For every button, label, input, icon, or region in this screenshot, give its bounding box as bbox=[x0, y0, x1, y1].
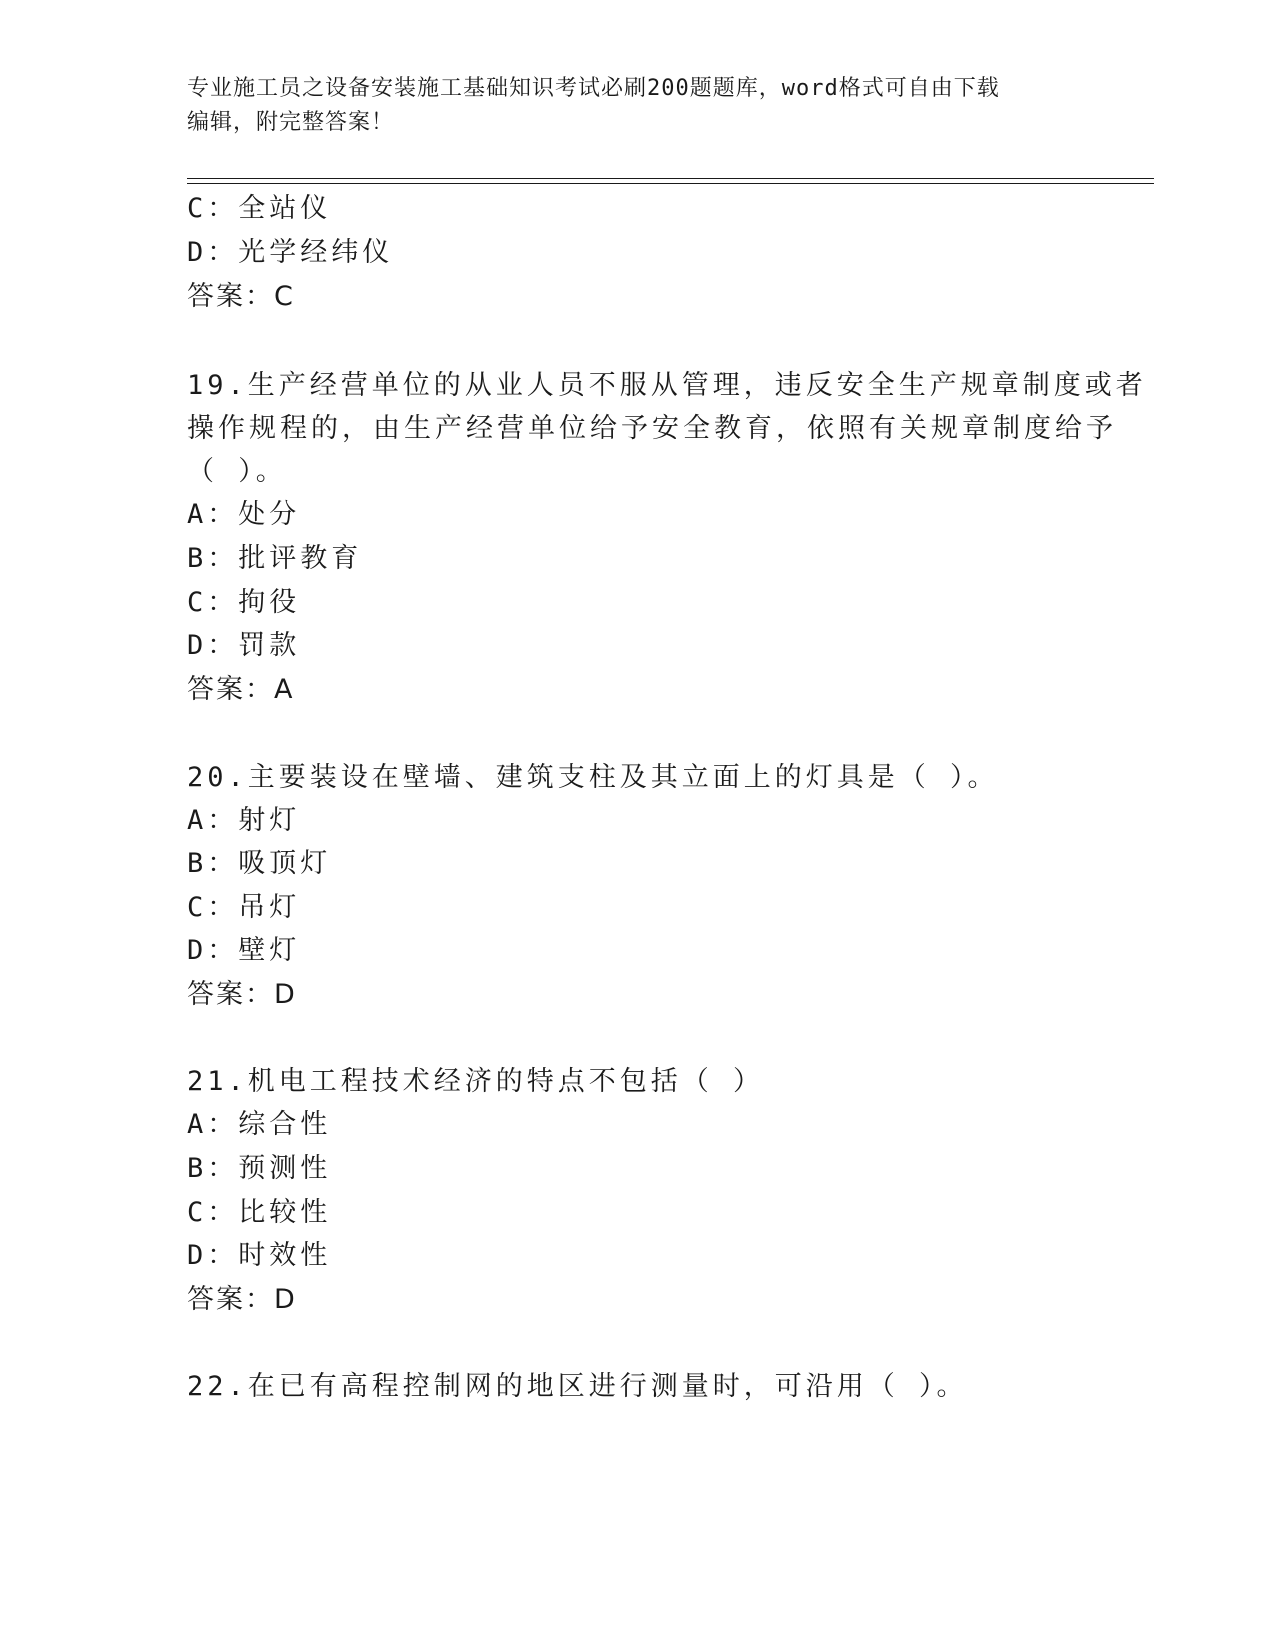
q20-option-d: D：壁灯 bbox=[187, 935, 301, 966]
header-divider-bottom bbox=[187, 183, 1154, 184]
q18-answer: 答案：C bbox=[187, 281, 295, 312]
header-line-2: 编辑，附完整答案！ bbox=[187, 110, 395, 135]
q19-option-d: D：罚款 bbox=[187, 630, 301, 661]
q19-option-c: C：拘役 bbox=[187, 587, 301, 618]
q19-option-a: A：处分 bbox=[187, 499, 301, 530]
q22-stem-line-1: 22.在已有高程控制网的地区进行测量时，可沿用（ ）。 bbox=[187, 1371, 968, 1402]
q20-option-c: C：吊灯 bbox=[187, 892, 301, 923]
q20-option-a: A：射灯 bbox=[187, 805, 301, 836]
q18-option-c: C：全站仪 bbox=[187, 193, 332, 224]
q21-answer: 答案：D bbox=[187, 1284, 297, 1315]
q21-stem-line-1: 21.机电工程技术经济的特点不包括（ ） bbox=[187, 1066, 765, 1097]
q21-option-b: B：预测性 bbox=[187, 1153, 332, 1184]
document-header bbox=[187, 72, 1067, 140]
q19-stem-line-1: 19.生产经营单位的从业人员不服从管理，违反安全生产规章制度或者 bbox=[187, 370, 1147, 401]
q21-option-d: D：时效性 bbox=[187, 1240, 332, 1271]
q20-answer: 答案：D bbox=[187, 979, 297, 1010]
q19-stem-line-3: （ ）。 bbox=[187, 456, 287, 487]
q19-answer: 答案：A bbox=[187, 674, 295, 705]
q19-option-b: B：批评教育 bbox=[187, 543, 363, 574]
q21-option-a: A：综合性 bbox=[187, 1109, 332, 1140]
q20-stem-line-1: 20.主要装设在壁墙、建筑支柱及其立面上的灯具是（ ）。 bbox=[187, 762, 999, 793]
q19-stem-line-2: 操作规程的，由生产经营单位给予安全教育，依照有关规章制度给予 bbox=[187, 413, 1117, 444]
header-line-1: 专业施工员之设备安装施工基础知识考试必刷200题题库，word格式可自由下载 bbox=[187, 76, 1000, 101]
header-divider-top bbox=[187, 178, 1154, 179]
q18-option-d: D：光学经纬仪 bbox=[187, 237, 394, 268]
q21-option-c: C：比较性 bbox=[187, 1197, 332, 1228]
q20-option-b: B：吸顶灯 bbox=[187, 848, 332, 879]
